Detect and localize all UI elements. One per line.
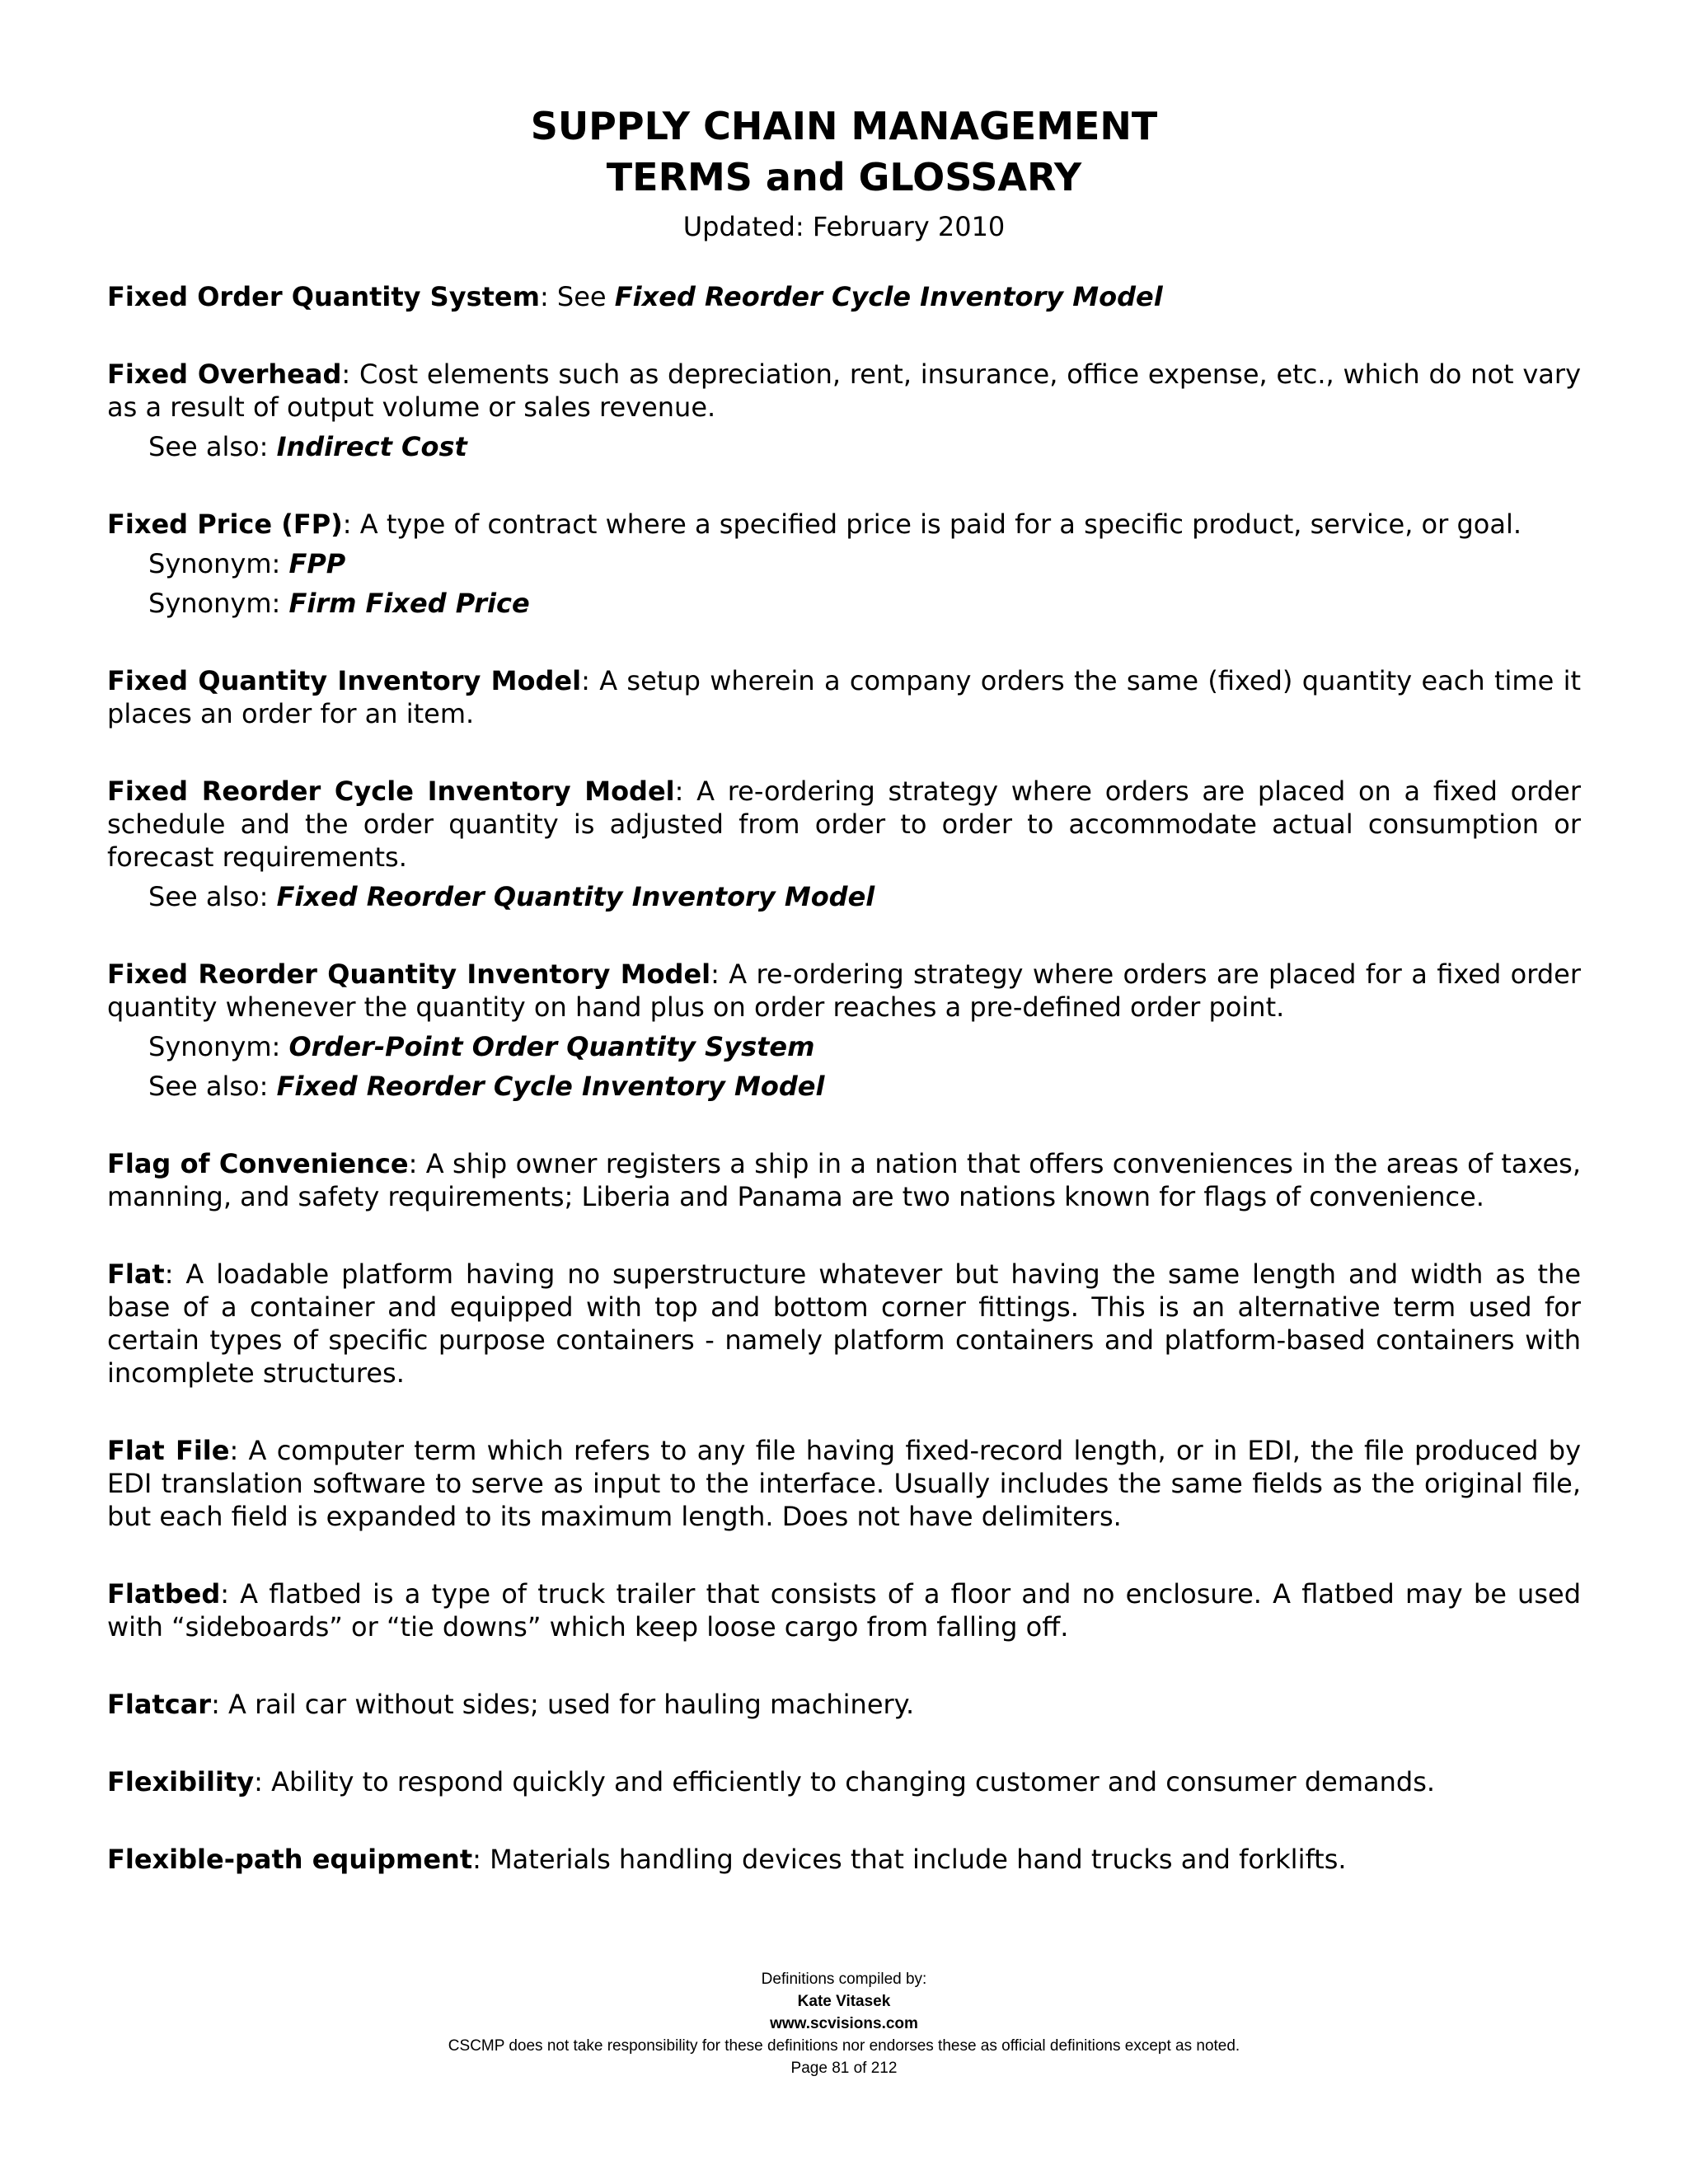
footer-page-number: Page 81 of 212 <box>790 2060 898 2077</box>
glossary-entry <box>107 775 1581 913</box>
entry-definition-paragraph <box>107 1843 1581 1876</box>
glossary-entry <box>107 1147 1581 1213</box>
glossary-entry <box>107 1434 1581 1533</box>
entry-definition: : A re-ordering strategy where orders are placed for a fixed order quantity whenever the quantity on hand plus on order reaches a pre-defined order point. <box>107 958 1582 1023</box>
entry-reference-line <box>148 1030 1581 1063</box>
page-footer <box>0 1968 1688 2079</box>
entry-definition-paragraph <box>107 280 1581 313</box>
reference-term: Firm Fixed Price <box>288 588 530 619</box>
reference-term: FPP <box>288 548 346 579</box>
entry-definition-paragraph <box>107 775 1581 874</box>
reference-label: See also: <box>148 881 277 912</box>
entry-reference-line <box>148 547 1581 580</box>
entry-term: Flat File <box>107 1435 230 1466</box>
footer-disclaimer: CSCMP does not take responsibility for these definitions nor endorses these as official definitions except as noted. <box>448 2037 1240 2055</box>
entry-definition: : A rail car without sides; used for hauling machinery. <box>211 1689 915 1720</box>
entry-term: Fixed Reorder Quantity Inventory Model <box>107 958 711 990</box>
glossary-entry <box>107 958 1581 1103</box>
entry-definition: : A ship owner registers a ship in a nation that offers conveniences in the areas of taxes, manning, and safety requirements; Liberia and Panama are two nations known for flags of convenience. <box>107 1148 1582 1212</box>
entry-term: Flatcar <box>107 1689 212 1720</box>
footer-website: www.scvisions.com <box>770 2015 918 2032</box>
entry-definition-paragraph <box>107 358 1581 424</box>
reference-term: Fixed Reorder Quantity Inventory Model <box>276 881 875 912</box>
entry-definition-paragraph <box>107 1577 1581 1643</box>
entry-reference-line <box>148 430 1581 463</box>
entry-term: Flexible-path equipment <box>107 1844 473 1875</box>
entry-term: Flat <box>107 1258 165 1290</box>
reference-label: Synonym: <box>148 1031 289 1062</box>
entry-reference-line <box>148 1070 1581 1103</box>
entry-definition-paragraph <box>107 1147 1581 1213</box>
entry-term: Fixed Price (FP) <box>107 509 343 540</box>
glossary-entry <box>107 280 1581 313</box>
reference-label: Synonym: <box>148 588 289 619</box>
entry-term: Fixed Overhead <box>107 359 342 390</box>
glossary-entry <box>107 1258 1581 1390</box>
title-line-1: SUPPLY CHAIN MANAGEMENT <box>530 104 1158 148</box>
reference-term: Indirect Cost <box>276 431 467 462</box>
glossary-entry <box>107 508 1581 620</box>
entry-term: Fixed Reorder Cycle Inventory Model <box>107 776 675 807</box>
entry-definition: : A re-ordering strategy where orders are placed on a fixed order schedule and the order quantity is adjusted from order to order to accommodate actual consumption or forecast requirements. <box>107 776 1582 873</box>
entry-definition: : Ability to respond quickly and efficiently to changing customer and consumer demands. <box>254 1766 1436 1797</box>
entry-definition: : A loadable platform having no superstructure whatever but having the same length and width as the base of a container and equipped with top and bottom corner fittings. This is an alternative term used for certain types of specific purpose containers - namely platform containers and platform-based containers with incomplete structures. <box>107 1258 1581 1389</box>
reference-label: See also: <box>148 1071 277 1102</box>
footer-author: Kate Vitasek <box>797 1993 891 2010</box>
entry-definition: : See <box>539 281 615 312</box>
entry-term: Flexibility <box>107 1766 255 1797</box>
entry-term: Fixed Order Quantity System <box>107 281 540 312</box>
glossary-entry <box>107 1765 1581 1798</box>
entry-inline-reference: Fixed Reorder Cycle Inventory Model <box>614 281 1163 312</box>
entry-definition-paragraph <box>107 1258 1581 1390</box>
entry-definition-paragraph <box>107 958 1581 1024</box>
footer-compiled-by: Definitions compiled by: <box>761 1971 927 1988</box>
glossary-entry <box>107 1688 1581 1721</box>
reference-label: Synonym: <box>148 548 289 579</box>
document-header <box>0 101 1688 246</box>
glossary-list <box>107 280 1581 1920</box>
entry-definition: : Materials handling devices that include hand trucks and forklifts. <box>472 1844 1347 1875</box>
entry-definition-paragraph <box>107 508 1581 541</box>
entry-definition-paragraph <box>107 1688 1581 1721</box>
entry-term: Flag of Convenience <box>107 1148 409 1179</box>
glossary-entry <box>107 358 1581 463</box>
updated-date: Updated: February 2010 <box>682 211 1006 242</box>
entry-definition: : A type of contract where a specified price is paid for a specific product, service, or goal. <box>342 509 1522 540</box>
entry-reference-line <box>148 587 1581 620</box>
reference-term: Order-Point Order Quantity System <box>288 1031 815 1062</box>
entry-definition-paragraph <box>107 1434 1581 1533</box>
entry-term: Flatbed <box>107 1578 221 1610</box>
entry-definition-paragraph <box>107 664 1581 730</box>
glossary-entry <box>107 1843 1581 1876</box>
glossary-entry <box>107 664 1581 730</box>
title-line-2: TERMS and GLOSSARY <box>606 155 1082 199</box>
entry-definition: : Cost elements such as depreciation, rent, insurance, office expense, etc., which do not vary as a result of output volume or sales revenue. <box>107 359 1582 423</box>
entry-term: Fixed Quantity Inventory Model <box>107 665 582 696</box>
entry-definition: : A flatbed is a type of truck trailer that consists of a floor and no enclosure. A flatbed may be used with “sideboards” or “tie downs” which keep loose cargo from falling off. <box>107 1578 1581 1643</box>
reference-term: Fixed Reorder Cycle Inventory Model <box>276 1071 825 1102</box>
glossary-entry <box>107 1577 1581 1643</box>
entry-definition: : A computer term which refers to any file having fixed-record length, or in EDI, the file produced by EDI translation software to serve as input to the interface. Usually includes the same fields as the original file, but each field is expanded to its maximum length. Does not have delimiters. <box>107 1435 1582 1532</box>
entry-reference-line <box>148 880 1581 913</box>
entry-definition-paragraph <box>107 1765 1581 1798</box>
entry-definition: : A setup wherein a company orders the same (fixed) quantity each time it places an order for an item. <box>107 665 1582 729</box>
reference-label: See also: <box>148 431 277 462</box>
